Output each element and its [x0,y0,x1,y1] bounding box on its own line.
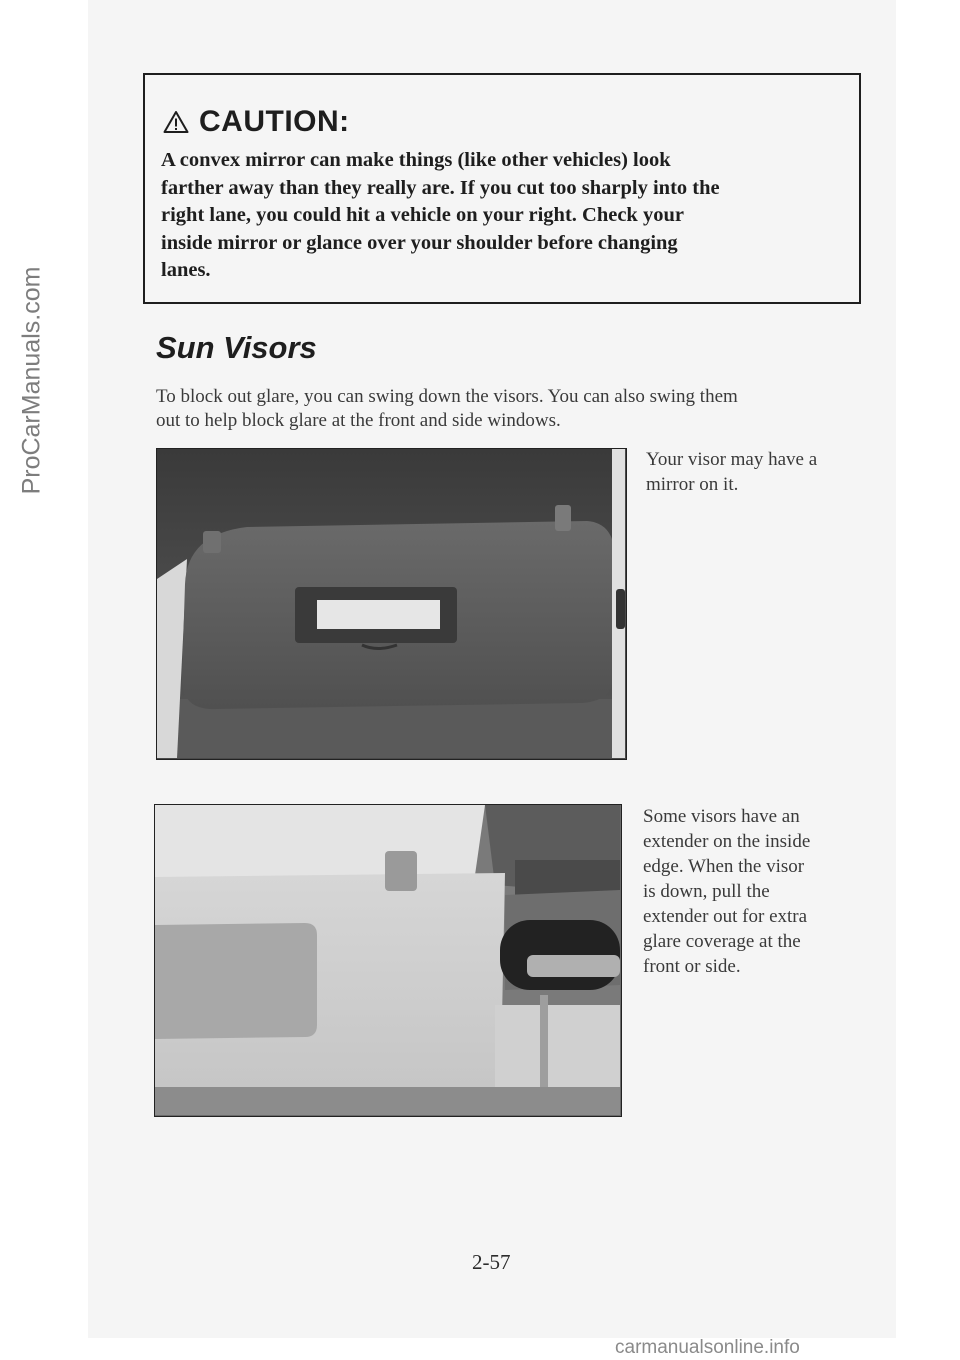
intro-line: out to help block glare at the front and side windows. [156,410,561,431]
caption-line: front or side. [643,956,741,977]
caution-line: farther away than they really are. If you cut too sharply into the [161,176,720,199]
caution-line: right lane, you could hit a vehicle on your right. Check your [161,204,684,226]
caption-line: extender out for extra [643,906,808,927]
caution-line: lanes. [161,259,211,281]
warning-triangle-icon [163,110,189,134]
visor-extender-caption [643,804,858,979]
caution-line: A convex mirror can make things (like other vehicles) look [161,149,671,171]
caption-line: glare coverage at the [643,931,801,952]
caption-line: is down, pull the [643,881,770,902]
caution-line: inside mirror or glance over your shoulder before changing [161,231,678,254]
caption-line: Some visors have an [643,806,800,827]
caution-header [163,105,350,139]
footer-watermark: carmanualsonline.info [615,1337,800,1358]
caption-line: extender on the inside [643,831,811,852]
caution-box [143,73,861,304]
caption-line: mirror on it. [646,474,739,495]
intro-line: To block out glare, you can swing down the visors. You can also swing them [156,386,738,407]
visor-mirror-caption [646,447,866,497]
section-intro [156,385,876,433]
side-watermark [10,0,54,760]
visor-mirror-photo [156,448,627,760]
caution-title: CAUTION: [199,105,350,138]
side-watermark-text: ProCarManuals.com [17,266,46,494]
visor-extender-photo [154,804,622,1117]
caption-line: Your visor may have a [646,449,818,470]
caution-text [161,147,841,285]
section-title: Sun Visors [156,330,317,365]
page-number: 2-57 [472,1250,511,1274]
caption-line: edge. When the visor [643,856,805,877]
